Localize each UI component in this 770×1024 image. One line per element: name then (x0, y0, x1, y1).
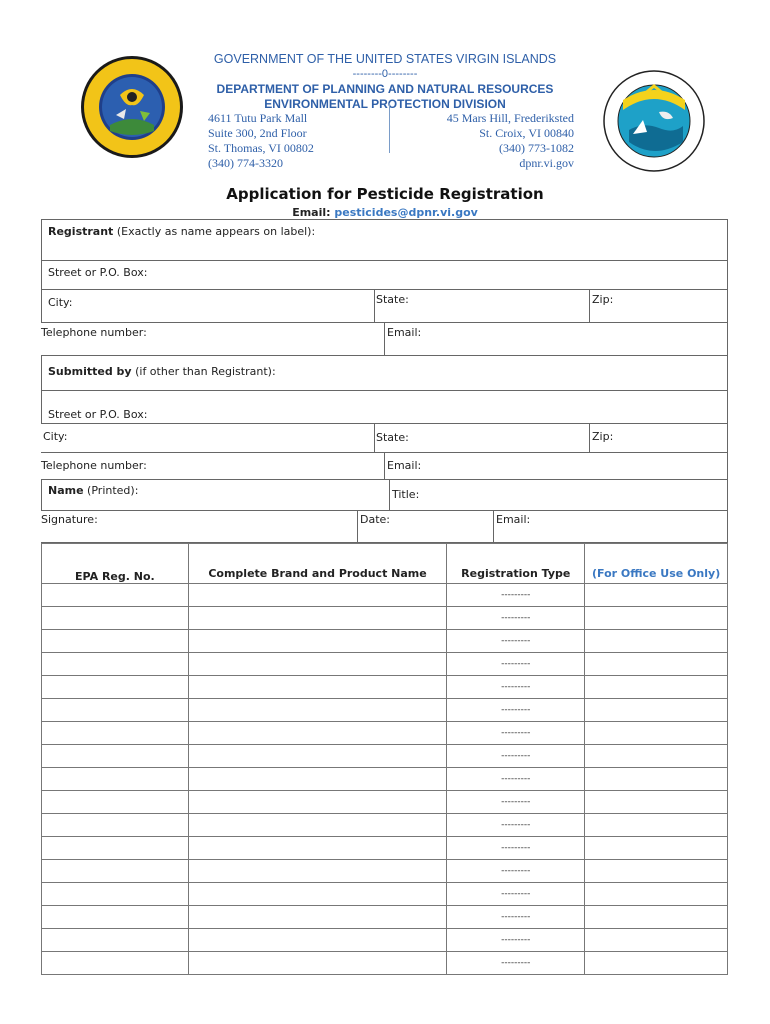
registration-type-cell[interactable]: --------- (447, 791, 585, 814)
table-row (42, 837, 728, 860)
submitter-state-zip-divider (589, 423, 590, 453)
signature-label: Signature: (41, 513, 98, 526)
table-row (42, 952, 728, 975)
date-label: Date: (360, 513, 390, 526)
registrant-label: Registrant (Exactly as name appears on label): (48, 225, 316, 238)
registration-type-cell[interactable]: --------- (447, 699, 585, 722)
registration-type-cell[interactable]: --------- (447, 653, 585, 676)
brand-product-name-cell[interactable] (188, 814, 447, 837)
form-title: Application for Pesticide Registration (226, 185, 544, 203)
right-address-line: dpnr.vi.gov (519, 156, 574, 170)
title-label: Title: (392, 488, 420, 501)
office-use-cell[interactable] (585, 906, 728, 929)
registration-type-cell[interactable]: --------- (447, 929, 585, 952)
brand-product-name-cell[interactable] (188, 722, 447, 745)
right-address-line: St. Croix, VI 00840 (479, 126, 574, 140)
registration-type-header: Registration Type (447, 544, 585, 584)
registration-type-cell[interactable]: --------- (447, 584, 585, 607)
epa-reg-no-cell[interactable] (42, 883, 189, 906)
submitter-city-state-divider (374, 423, 375, 453)
government-title: GOVERNMENT OF THE UNITED STATES VIRGIN ISLANDS (213, 52, 557, 66)
table-row (42, 929, 728, 952)
division-name: ENVIRONMENTAL PROTECTION DIVISION (264, 97, 506, 111)
table-header-row (42, 544, 728, 584)
epa-reg-no-cell[interactable] (42, 699, 189, 722)
office-use-cell[interactable] (585, 837, 728, 860)
brand-product-name-cell[interactable] (188, 768, 447, 791)
brand-product-name-cell[interactable] (188, 791, 447, 814)
epa-reg-no-cell[interactable] (42, 676, 189, 699)
registration-type-cell[interactable]: --------- (447, 745, 585, 768)
epa-reg-no-cell[interactable] (42, 860, 189, 883)
address-divider (389, 103, 390, 153)
registrant-state-label: State: (376, 293, 409, 306)
registration-type-cell[interactable]: --------- (447, 607, 585, 630)
table-row (42, 768, 728, 791)
epa-reg-no-cell[interactable] (42, 952, 189, 975)
submitter-state-label: State: (376, 431, 409, 444)
table-row (42, 722, 728, 745)
registration-type-cell[interactable]: --------- (447, 722, 585, 745)
table-row (42, 653, 728, 676)
city-state-divider (374, 289, 375, 323)
st-croix-address (394, 111, 574, 171)
brand-product-name-cell[interactable] (188, 929, 447, 952)
registration-type-cell[interactable]: --------- (447, 768, 585, 791)
office-use-cell[interactable] (585, 860, 728, 883)
office-use-cell[interactable] (585, 722, 728, 745)
signature-email-label: Email: (496, 513, 531, 526)
epa-reg-no-cell[interactable] (42, 584, 189, 607)
contact-email-link[interactable]: pesticides@dpnr.vi.gov (334, 206, 478, 219)
office-use-cell[interactable] (585, 607, 728, 630)
registrant-street-label: Street or P.O. Box: (48, 266, 148, 279)
product-table (41, 543, 728, 975)
contact-email (0, 206, 770, 219)
table-row (42, 630, 728, 653)
office-use-cell[interactable] (585, 929, 728, 952)
department-name: DEPARTMENT OF PLANNING AND NATURAL RESOURCES (216, 82, 554, 96)
left-address-line: (340) 774-3320 (208, 156, 283, 170)
table-row (42, 584, 728, 607)
contact-email-label: Email: (292, 206, 331, 219)
registration-type-cell[interactable]: --------- (447, 952, 585, 975)
epa-reg-no-cell[interactable] (42, 653, 189, 676)
office-use-cell[interactable] (585, 768, 728, 791)
office-use-cell[interactable] (585, 584, 728, 607)
submitter-phone-label: Telephone number: (41, 459, 147, 472)
office-use-cell[interactable] (585, 952, 728, 975)
registration-type-cell[interactable]: --------- (447, 860, 585, 883)
office-use-cell[interactable] (585, 814, 728, 837)
registration-type-cell[interactable]: --------- (447, 814, 585, 837)
table-row (42, 607, 728, 630)
submitter-email-label: Email: (387, 459, 422, 472)
submitted-by-label: Submitted by (if other than Registrant): (48, 365, 276, 378)
epa-reg-no-cell[interactable] (42, 607, 189, 630)
brand-product-name-cell[interactable] (188, 653, 447, 676)
brand-product-name-cell[interactable] (188, 607, 447, 630)
registrant-email-label: Email: (387, 326, 422, 339)
submitter-phone-email-divider (384, 452, 385, 480)
epa-reg-no-cell[interactable] (42, 745, 189, 768)
brand-product-name-cell[interactable] (188, 883, 447, 906)
left-address-line: Suite 300, 2nd Floor (208, 126, 307, 140)
brand-product-name-cell[interactable] (188, 630, 447, 653)
submitter-city-label: City: (43, 430, 68, 443)
name-title-box[interactable] (41, 479, 728, 511)
registration-type-cell[interactable]: --------- (447, 837, 585, 860)
epa-reg-no-cell[interactable] (42, 929, 189, 952)
office-use-cell[interactable] (585, 630, 728, 653)
date-email-divider (493, 510, 494, 543)
epa-reg-no-cell[interactable] (42, 791, 189, 814)
table-row (42, 814, 728, 837)
epa-reg-no-cell[interactable] (42, 814, 189, 837)
table-row (42, 883, 728, 906)
office-use-cell[interactable] (585, 883, 728, 906)
epa-reg-no-cell[interactable] (42, 630, 189, 653)
registration-type-cell[interactable]: --------- (447, 630, 585, 653)
epa-reg-no-cell[interactable] (42, 906, 189, 929)
registration-type-cell[interactable]: --------- (447, 883, 585, 906)
header-divider: --------0-------- (352, 68, 418, 80)
brand-product-name-header: Complete Brand and Product Name (188, 544, 447, 584)
registrant-phone-label: Telephone number: (41, 326, 147, 339)
st-thomas-address (208, 111, 388, 171)
signature-date-divider (357, 510, 358, 543)
brand-product-name-cell[interactable] (188, 745, 447, 768)
office-use-cell[interactable] (585, 676, 728, 699)
office-use-cell[interactable] (585, 653, 728, 676)
office-use-cell[interactable] (585, 699, 728, 722)
phone-email-divider (384, 322, 385, 356)
brand-product-name-cell[interactable] (188, 860, 447, 883)
name-printed-label: Name (Printed): (48, 484, 139, 497)
office-use-cell[interactable] (585, 745, 728, 768)
brand-product-name-cell[interactable] (188, 676, 447, 699)
state-zip-divider (589, 289, 590, 323)
office-use-cell[interactable] (585, 791, 728, 814)
table-row (42, 745, 728, 768)
table-row (42, 699, 728, 722)
epa-reg-no-cell[interactable] (42, 837, 189, 860)
table-row (42, 791, 728, 814)
registration-type-cell[interactable]: --------- (447, 676, 585, 699)
table-row (42, 906, 728, 929)
brand-product-name-cell[interactable] (188, 699, 447, 722)
registrant-city-label: City: (48, 296, 73, 309)
table-row (42, 860, 728, 883)
left-address-line: St. Thomas, VI 00802 (208, 141, 314, 155)
table-row (42, 676, 728, 699)
submitter-street-label: Street or P.O. Box: (48, 408, 148, 421)
epa-reg-no-cell[interactable] (42, 722, 189, 745)
brand-product-name-cell[interactable] (188, 906, 447, 929)
brand-product-name-cell[interactable] (188, 952, 447, 975)
registration-type-cell[interactable]: --------- (447, 906, 585, 929)
office-use-header: (For Office Use Only) (585, 544, 728, 584)
submitter-zip-label: Zip: (592, 430, 614, 443)
epa-reg-no-header: EPA Reg. No. (42, 544, 189, 584)
name-title-divider (389, 479, 390, 511)
brand-product-name-cell[interactable] (188, 837, 447, 860)
brand-product-name-cell[interactable] (188, 584, 447, 607)
left-address-line: 4611 Tutu Park Mall (208, 111, 308, 125)
epa-reg-no-cell[interactable] (42, 768, 189, 791)
right-address-line: 45 Mars Hill, Frederiksted (446, 111, 574, 125)
right-address-line: (340) 773-1082 (499, 141, 574, 155)
registrant-zip-label: Zip: (592, 293, 614, 306)
